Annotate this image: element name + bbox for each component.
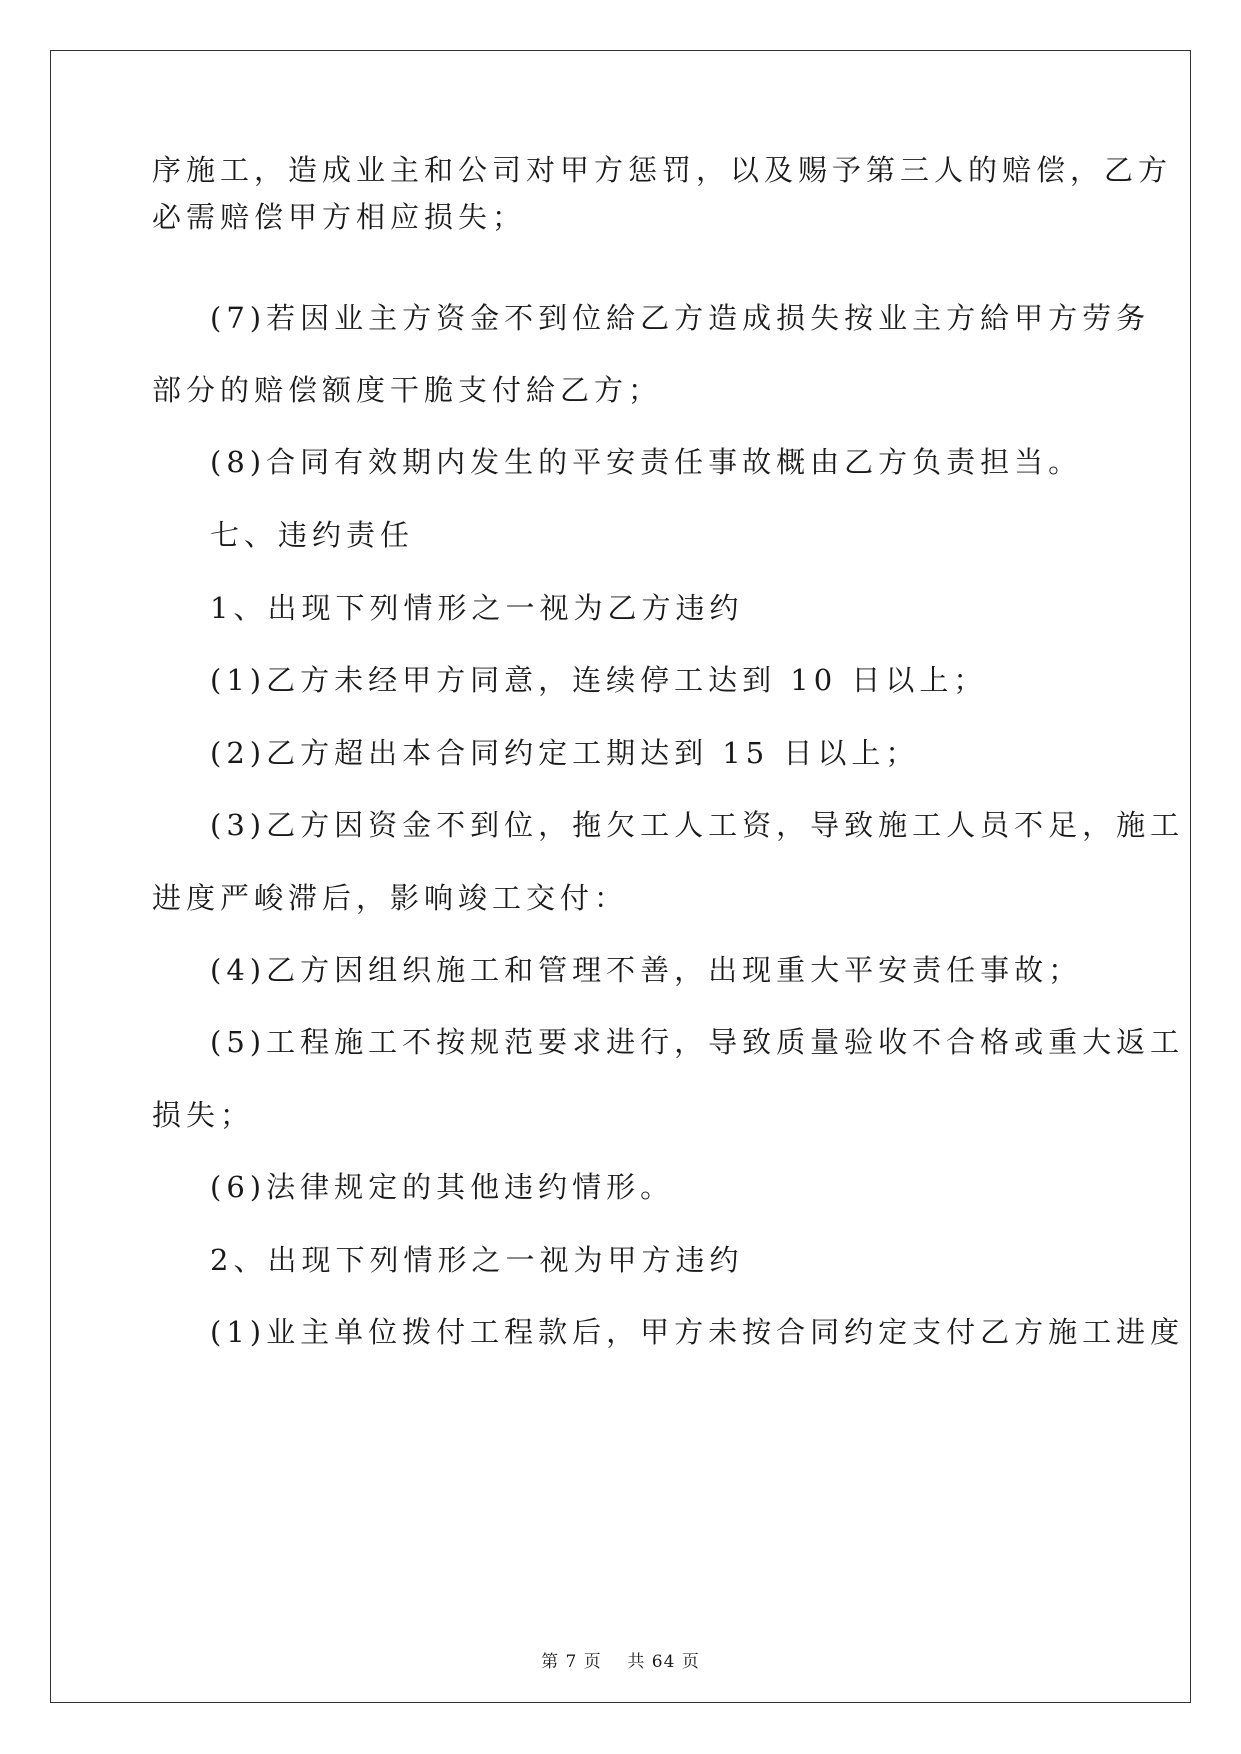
text-line: (8)合同有效期内发生的平安责任事故概由乙方负责担当。 [210,445,1083,479]
text-line: 损失； [152,1098,255,1132]
text-line: (3)乙方因资金不到位，拖欠工人工资，导致施工人员不足，施工 [210,808,1185,842]
text-line: 2、出现下列情形之一视为甲方违约 [210,1243,744,1277]
text-line: 1、出现下列情形之一视为乙方违约 [210,591,744,625]
text-line: (1)乙方未经甲方同意，连续停工达到 10 日以上； [210,663,988,697]
text-line: 部分的赔偿额度干脆支付給乙方； [152,373,663,407]
section-heading: 七、违约责任 [210,518,415,552]
text-line: (7)若因业主方资金不到位給乙方造成损失按业主方給甲方劳务 [210,301,1151,335]
text-line: (5)工程施工不按规范要求进行，导致质量验收不合格或重大返工 [210,1025,1185,1059]
text-line: (4)乙方因组织施工和管理不善，出现重大平安责任事故； [210,953,1083,987]
text-line: (1)业主单位拨付工程款后，甲方未按合同约定支付乙方施工进度 [210,1315,1185,1349]
text-line: 进度严峻滞后，影响竣工交付： [152,881,629,915]
page-number: 第 7 页 [541,1652,602,1672]
page-total: 共 64 页 [627,1652,700,1672]
text-line: 必需赔偿甲方相应损失； [152,200,527,234]
text-line: (6)法律规定的其他违约情形。 [210,1170,675,1204]
text-line: (2)乙方超出本合同约定工期达到 15 日以上； [210,736,920,770]
text-line: 序施工，造成业主和公司对甲方惩罚，以及赐予第三人的赔偿，乙方 [152,153,1173,187]
page-footer [0,1650,1241,1674]
